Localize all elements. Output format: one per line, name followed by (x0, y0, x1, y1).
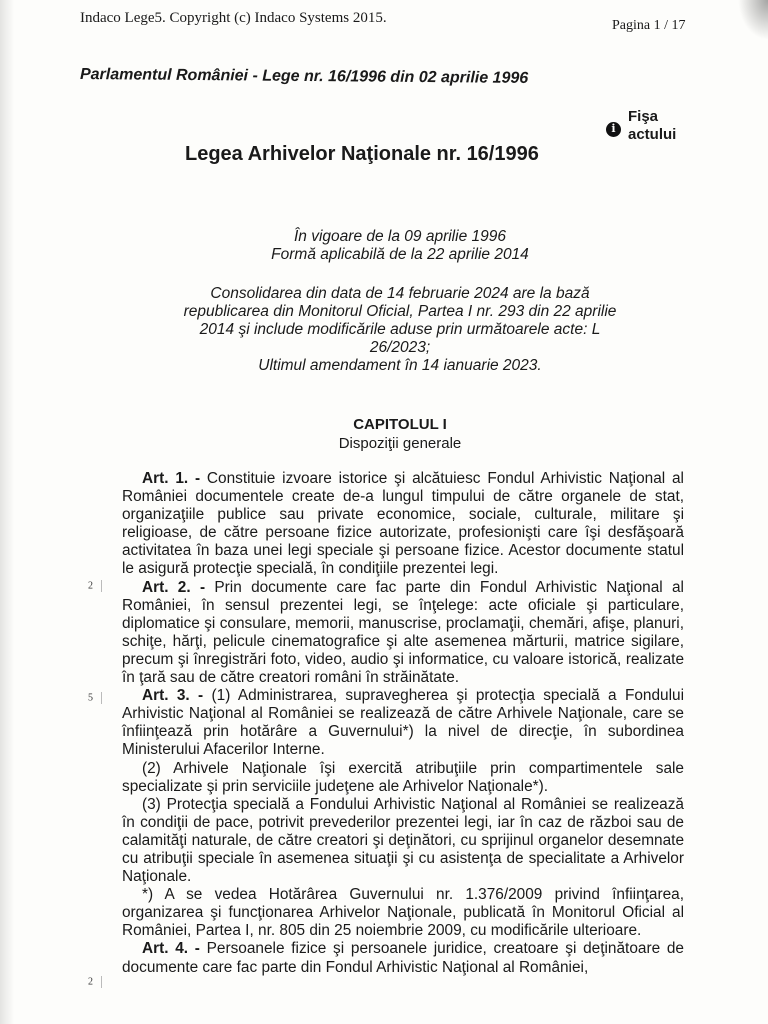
ultimul-amendament: Ultimul amendament în 14 ianuarie 2023. (258, 357, 542, 374)
margin-number[interactable]: 2 (88, 580, 102, 592)
margin-number[interactable]: 2 (88, 976, 102, 988)
article-label[interactable]: Art. 2. - (142, 578, 206, 596)
article-1: Art. 1. - Constituie izvoare istorice şi alcătuiesc Fondul Arhivistic Naţional al României documentele create de-a lungul timpului de către organele de stat, organizaţiile publice sau private economice, sociale, culturale, militare şi religioase, de către persoane fizice autorizate, profesionişti care îşi desfăşoară activitatea în baza unei legi speciale şi persoane fizice. Acestor documente statul le asigură protecţie specială, în condiţiile prezentei legi. (122, 470, 684, 578)
chapter-subtitle: Dispoziţii generale (338, 435, 462, 452)
vigoare-line: În vigoare de la 09 aprilie 1996 (294, 228, 506, 245)
fisa-actului-link[interactable] (606, 108, 676, 144)
chapter-heading (120, 415, 680, 453)
copyright-header: Indaco Lege5. Copyright (c) Indaco Systems 2015. (80, 10, 387, 26)
article-3-footnote: *) A se vedea Hotărârea Guvernului nr. 1.376/2009 privind înfiinţarea, organizarea şi funcţionarea Arhivelor Naţionale, publicată în Monitorul Oficial al României, Partea I, nr. 805 din 25 noiembrie 2009, cu modificările ulterioare. (122, 886, 684, 940)
article-label[interactable]: Art. 1. - (142, 470, 201, 487)
scan-corner-shadow (738, 0, 768, 40)
margin-number[interactable]: 5 (88, 692, 102, 704)
article-label[interactable]: Art. 4. - (142, 940, 200, 958)
parliament-line: Parlamentul României - Lege nr. 16/1996 din 02 aprilie 1996 (79, 66, 529, 87)
article-3: Art. 3. - (1) Administrarea, supravegherea şi protecţia specială a Fondului Arhivistic Naţional al României se realizează de către Arhivele Naţionale, care se înfiinţează prin hotărâre a Guvernului*) la nivel de direcţie, în subordinea Ministerului Afacerilor Interne. (122, 687, 684, 759)
chapter-title: CAPITOLUL I (353, 416, 447, 433)
law-body (122, 470, 684, 977)
info-icon[interactable]: i (606, 122, 621, 137)
scan-edge-shadow (0, 0, 14, 1024)
article-label[interactable]: Art. 3. - (142, 687, 204, 705)
fisa-actului-label[interactable]: Fişa actului (628, 108, 677, 143)
consolidare-info: Consolidarea din data de 14 februarie 2024 are la bază republicarea din Monitorul Oficial, Partea I nr. 293 din 22 aprilie 2014 şi include modificările aduse prin următoarele acte: L 26/2023; Ultimul amendament în 14 ianuarie 2023. (120, 285, 680, 375)
article-2: Art. 2. - Prin documente care fac parte din Fondul Arhivistic Naţional al României, în sensul prezentei legi, se înţelege: acte oficiale şi particulare, diplomatice şi consulare, memorii, manuscrise, proclamaţii, chemări, afişe, planuri, schiţe, hărţi, pelicule cinematografice şi alte asemenea mărturii, matrice sigilare, precum şi înregistrări foto, video, audio şi informatice, cu valoare istorică, realizate în ţară sau de către creatori români în străinătate. (122, 578, 684, 687)
vigoare-info (120, 228, 680, 264)
article-3-para-2: (2) Arhivele Naţionale îşi exercită atribuţiile prin compartimentele sale specializate şi prin serviciile judeţene ale Arhivelor Naţionale*). (122, 759, 684, 795)
law-title: Legea Arhivelor Naţionale nr. 16/1996 (185, 143, 539, 165)
page-number: Pagina 1 / 17 (612, 18, 686, 33)
forma-aplicabila-line: Formă aplicabilă de la 22 aprilie 2014 (271, 246, 529, 263)
article-3-para-3: (3) Protecţia specială a Fondului Arhivistic Naţional al României se realizează în condiţii de pace, potrivit prevederilor prezentei legi, iar în caz de război sau de calamităţi naturale, de către creatori şi deţinători, cu sprijinul organelor desemnate cu atribuţii speciale în asemenea situaţii şi cu asistenţa de specialitate a Arhivelor Naţionale. (122, 795, 684, 886)
article-4: Art. 4. - Persoanele fizice şi persoanele juridice, creatoare şi deţinătoare de documente care fac parte din Fondul Arhivistic Naţional al României, (122, 940, 684, 976)
